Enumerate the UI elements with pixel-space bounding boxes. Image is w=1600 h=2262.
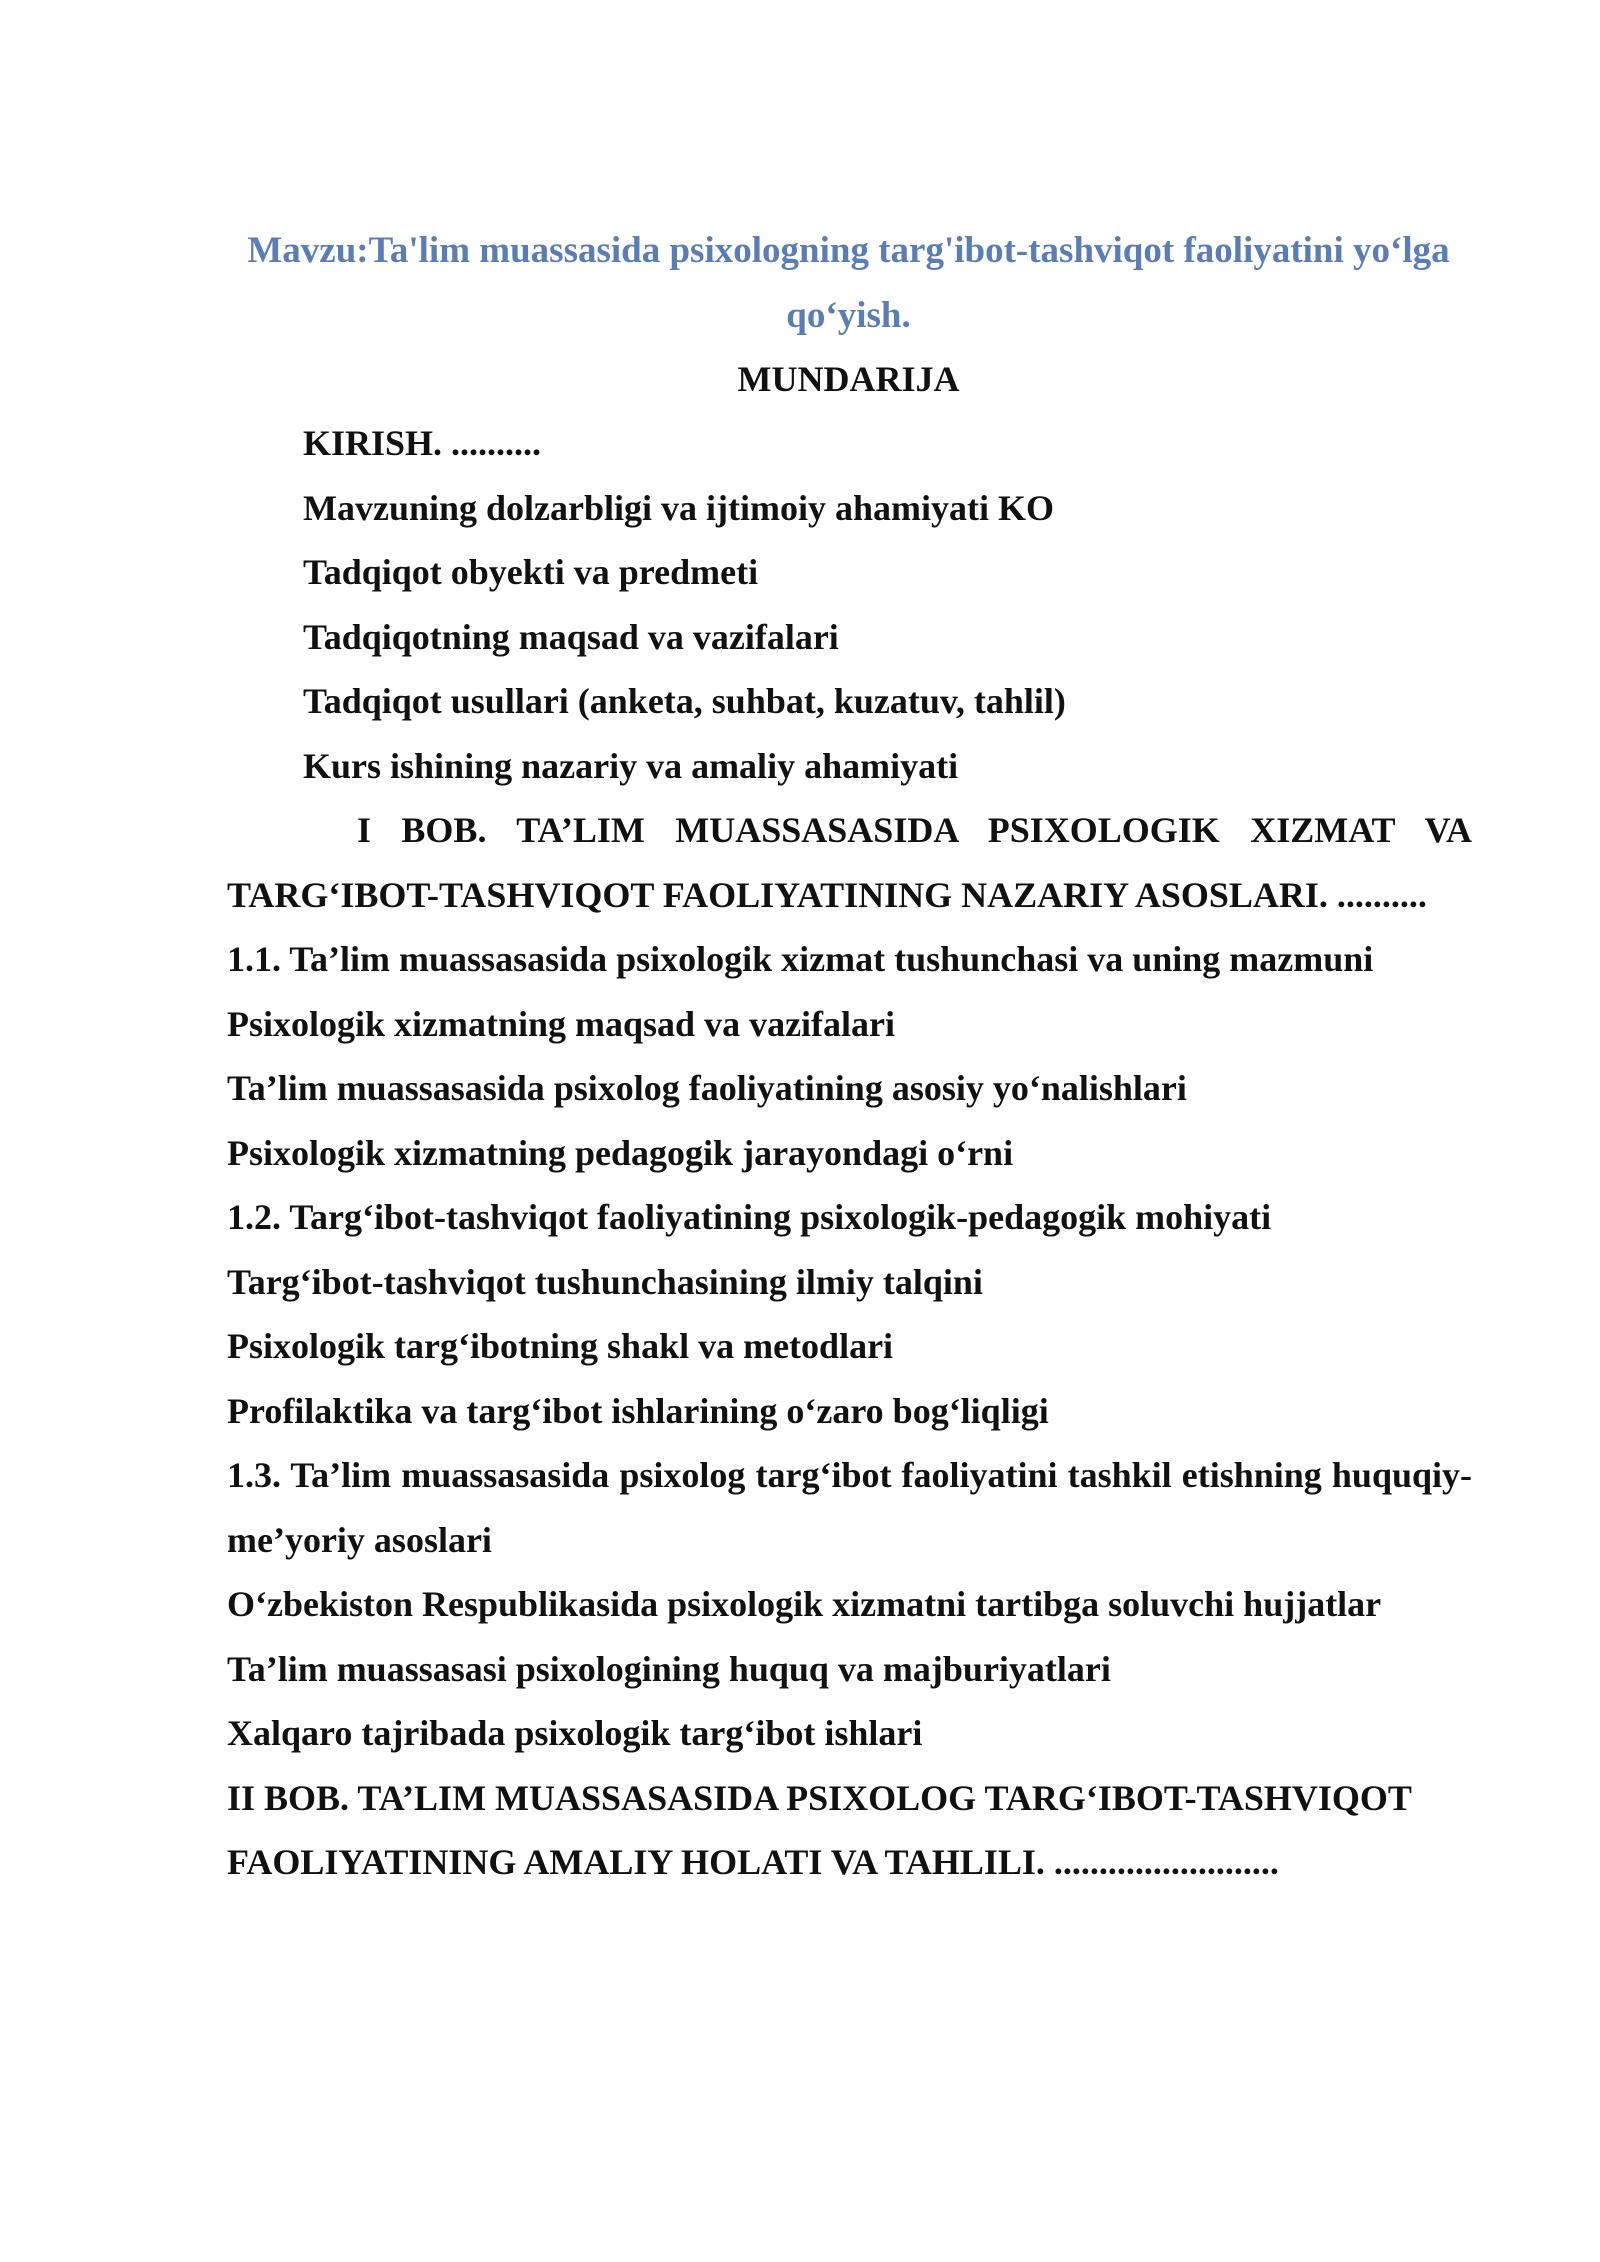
table-of-contents	[227, 411, 1472, 1895]
toc-item: Psixologik xizmatning pedagogik jarayondagi o‘rni	[227, 1132, 1014, 1173]
toc-item: Mavzuning dolzarbligi va ijtimoiy ahamiyati KO	[303, 487, 1055, 528]
topic-title-line-1: Mavzu:Ta'lim muassasida psixologning targ'ibot-tashviqot faoliyatini yo‘lga	[247, 230, 1450, 271]
toc-item: Tadqiqotning maqsad va vazifalari	[303, 616, 839, 657]
toc-item: Psixologik xizmatning maqsad va vazifalari	[227, 1003, 896, 1044]
toc-item: Tadqiqot obyekti va predmeti	[303, 552, 759, 592]
toc-item: O‘zbekiston Respublikasida psixologik xizmatni tartibga soluvchi hujjatlar	[227, 1584, 1382, 1624]
toc-item-introduction: KIRISH. ..........	[303, 423, 542, 463]
toc-item: Profilaktika va targ‘ibot ishlarining o‘zaro bog‘liqligi	[227, 1390, 1049, 1431]
chapter-2-heading-line-1: II BOB. TA’LIM MUASSASASIDA PSIXOLOG TARG‘IBOT-TASHVIQOT	[227, 1777, 1412, 1818]
toc-item: Xalqaro tajribada psixologik targ‘ibot ishlari	[227, 1713, 923, 1753]
toc-item-section-1-3: 1.3. Ta’lim muassasasida psixolog targ‘ibot faoliyatini tashkil etishning huquqiy-me’yoriy asoslari	[227, 1455, 1472, 1560]
toc-item: Ta’lim muassasasida psixolog faoliyatining asosiy yo‘nalishlari	[227, 1068, 1187, 1108]
topic-title	[225, 218, 1472, 348]
chapter-2-heading-line-2: FAOLIYATINING AMALIY HOLATI VA TAHLILI. .........................	[227, 1842, 1279, 1882]
toc-item: Ta’lim muassasasi psixologining huquq va majburiyatlari	[227, 1648, 1111, 1689]
toc-item: Targ‘ibot-tashviqot tushunchasining ilmiy talqini	[227, 1261, 983, 1302]
toc-item-section-1-1: 1.1. Ta’lim muassasasida psixologik xizmat tushunchasi va uning mazmuni	[227, 939, 1374, 979]
toc-item-section-1-2: 1.2. Targ‘ibot-tashviqot faoliyatining psixologik-pedagogik mohiyati	[227, 1197, 1272, 1237]
topic-title-line-2: qo‘yish.	[786, 295, 911, 336]
chapter-1-heading: I BOB. TA’LIM MUASSASASIDA PSIXOLOGIK XIZMAT VA TARG‘IBOT-TASHVIQOT FAOLIYATINING NAZARIY ASOSLARI. ..........	[227, 810, 1472, 915]
contents-heading: MUNDARIJA	[737, 359, 960, 399]
toc-item: Kurs ishining nazariy va amaliy ahamiyati	[303, 745, 959, 786]
toc-item: Tadqiqot usullari (anketa, suhbat, kuzatuv, tahlil)	[303, 681, 1066, 721]
toc-item: Psixologik targ‘ibotning shakl va metodlari	[227, 1326, 894, 1366]
